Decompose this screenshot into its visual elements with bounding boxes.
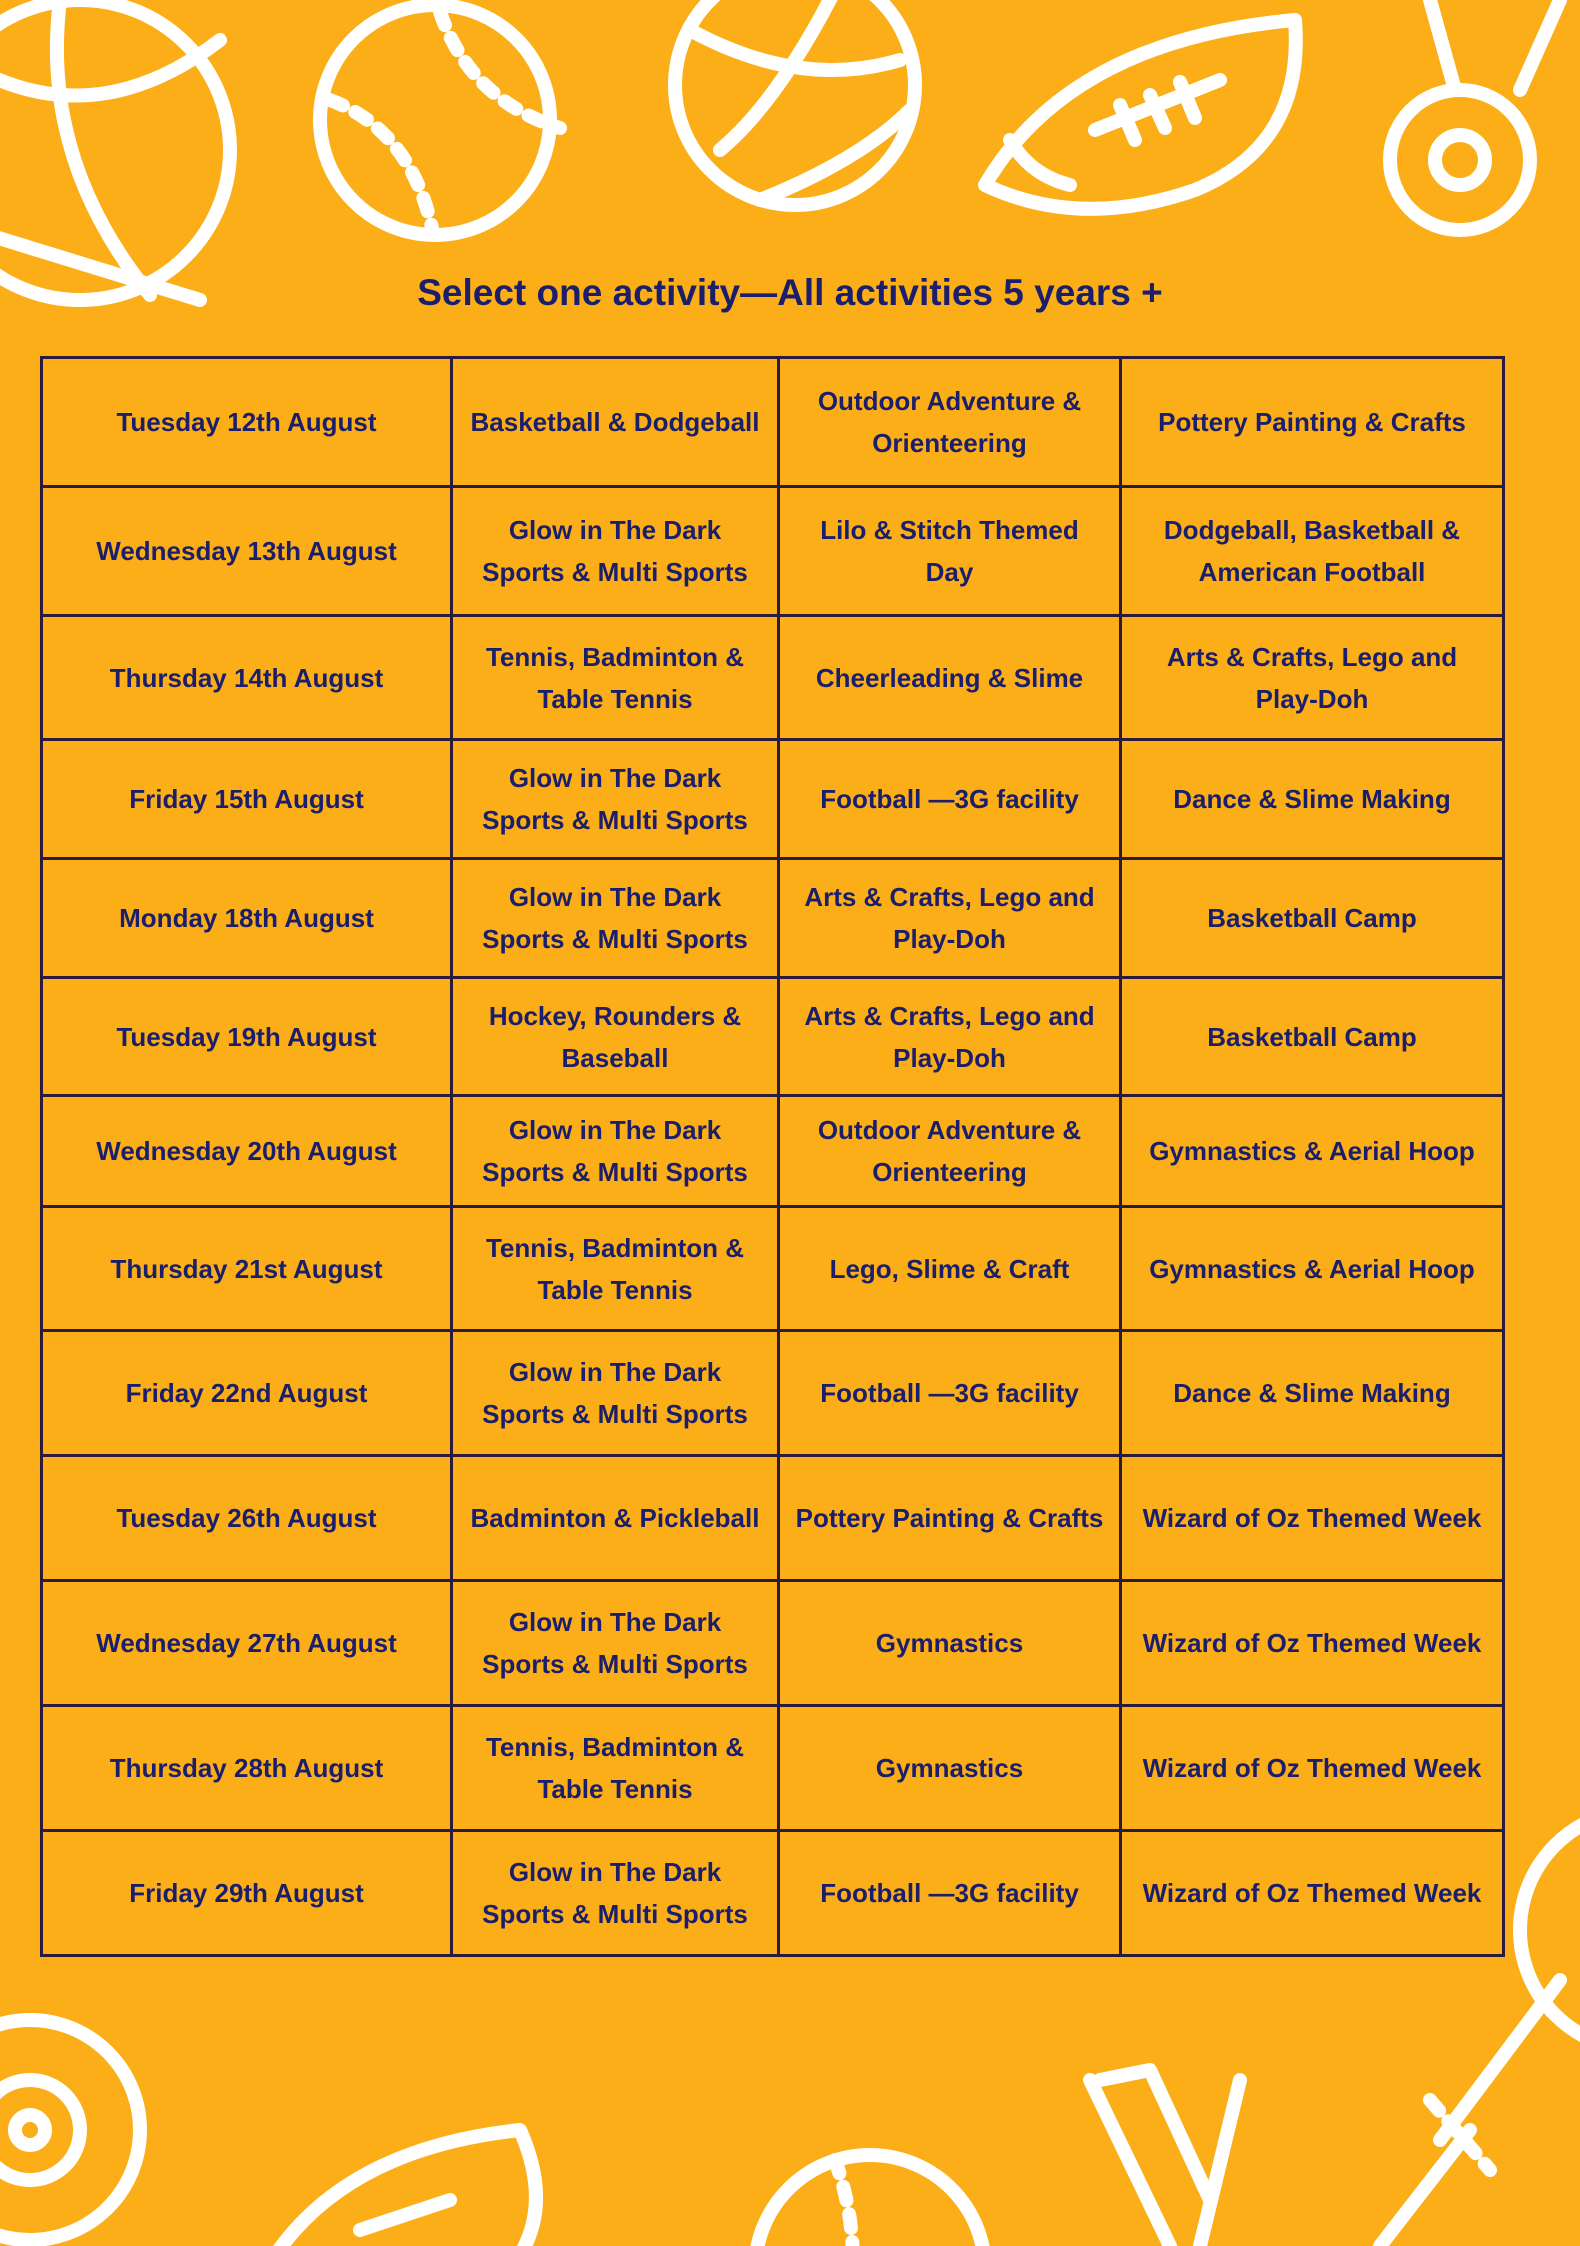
- table-row: [42, 978, 1504, 1096]
- activity-cell[interactable]: Football —3G facility: [779, 740, 1121, 859]
- activity-cell[interactable]: Cheerleading & Slime: [779, 616, 1121, 740]
- activity-cell[interactable]: Outdoor Adventure & Orienteering: [779, 358, 1121, 487]
- activity-cell[interactable]: Glow in The Dark Sports & Multi Sports: [452, 1581, 779, 1706]
- activity-cell[interactable]: Basketball Camp: [1121, 978, 1504, 1096]
- activity-cell[interactable]: Pottery Painting & Crafts: [779, 1456, 1121, 1581]
- activity-cell[interactable]: Wizard of Oz Themed Week: [1121, 1831, 1504, 1956]
- activity-cell[interactable]: Wizard of Oz Themed Week: [1121, 1456, 1504, 1581]
- baseball-icon: [320, 5, 560, 235]
- activity-cell[interactable]: Basketball & Dodgeball: [452, 358, 779, 487]
- activity-cell[interactable]: Dodgeball, Basketball & American Football: [1121, 487, 1504, 616]
- activity-cell[interactable]: Dance & Slime Making: [1121, 740, 1504, 859]
- day-cell: Wednesday 20th August: [42, 1096, 452, 1207]
- american-football-icon: [985, 20, 1296, 209]
- day-cell: Friday 29th August: [42, 1831, 452, 1956]
- medal-icon: [0, 2020, 140, 2240]
- activity-cell[interactable]: Glow in The Dark Sports & Multi Sports: [452, 1831, 779, 1956]
- medal-icon: [1090, 2070, 1240, 2246]
- activity-cell[interactable]: Football —3G facility: [779, 1331, 1121, 1456]
- table-row: [42, 487, 1504, 616]
- activity-cell[interactable]: Gymnastics: [779, 1706, 1121, 1831]
- activity-cell[interactable]: Outdoor Adventure & Orienteering: [779, 1096, 1121, 1207]
- activity-cell[interactable]: Wizard of Oz Themed Week: [1121, 1581, 1504, 1706]
- day-cell: Wednesday 13th August: [42, 487, 452, 616]
- activity-cell[interactable]: Glow in The Dark Sports & Multi Sports: [452, 1331, 779, 1456]
- activity-cell[interactable]: Gymnastics & Aerial Hoop: [1121, 1096, 1504, 1207]
- activity-cell[interactable]: Arts & Crafts, Lego and Play-Doh: [779, 859, 1121, 978]
- table-row: [42, 1456, 1504, 1581]
- day-cell: Thursday 14th August: [42, 616, 452, 740]
- day-cell: Monday 18th August: [42, 859, 452, 978]
- table-row: [42, 1331, 1504, 1456]
- activity-cell[interactable]: Glow in The Dark Sports & Multi Sports: [452, 487, 779, 616]
- volleyball-icon: [675, 0, 915, 205]
- shuttlecock-icon: [1380, 1980, 1560, 2246]
- table-row: [42, 859, 1504, 978]
- day-cell: Wednesday 27th August: [42, 1581, 452, 1706]
- basketball-icon: [0, 0, 230, 300]
- american-football-icon: [260, 2130, 536, 2246]
- activity-cell[interactable]: Tennis, Badminton & Table Tennis: [452, 1706, 779, 1831]
- activity-cell[interactable]: Football —3G facility: [779, 1831, 1121, 1956]
- activity-cell[interactable]: Badminton & Pickleball: [452, 1456, 779, 1581]
- tennis-ball-icon: [1520, 1810, 1580, 2050]
- day-cell: Friday 22nd August: [42, 1331, 452, 1456]
- table-row: [42, 740, 1504, 859]
- activity-cell[interactable]: Gymnastics: [779, 1581, 1121, 1706]
- activity-cell[interactable]: Gymnastics & Aerial Hoop: [1121, 1207, 1504, 1331]
- activity-cell[interactable]: Lego, Slime & Craft: [779, 1207, 1121, 1331]
- activity-cell[interactable]: Basketball Camp: [1121, 859, 1504, 978]
- day-cell: Thursday 28th August: [42, 1706, 452, 1831]
- activity-cell[interactable]: Tennis, Badminton & Table Tennis: [452, 1207, 779, 1331]
- activity-cell[interactable]: Dance & Slime Making: [1121, 1331, 1504, 1456]
- day-cell: Tuesday 26th August: [42, 1456, 452, 1581]
- page-title: Select one activity—All activities 5 years +: [417, 272, 1163, 313]
- activity-cell[interactable]: Arts & Crafts, Lego and Play-Doh: [779, 978, 1121, 1096]
- day-cell: Friday 15th August: [42, 740, 452, 859]
- table-row: [42, 1207, 1504, 1331]
- table-row: [42, 358, 1504, 487]
- activity-cell[interactable]: Lilo & Stitch Themed Day: [779, 487, 1121, 616]
- table-row: [42, 1706, 1504, 1831]
- activity-cell[interactable]: Glow in The Dark Sports & Multi Sports: [452, 740, 779, 859]
- activity-cell[interactable]: Arts & Crafts, Lego and Play-Doh: [1121, 616, 1504, 740]
- table-row: [42, 1831, 1504, 1956]
- day-cell: Tuesday 19th August: [42, 978, 452, 1096]
- activity-cell[interactable]: Glow in The Dark Sports & Multi Sports: [452, 859, 779, 978]
- table-row: [42, 1096, 1504, 1207]
- activity-cell[interactable]: Wizard of Oz Themed Week: [1121, 1706, 1504, 1831]
- activity-cell[interactable]: Tennis, Badminton & Table Tennis: [452, 616, 779, 740]
- medal-icon: [1390, 0, 1560, 230]
- activity-cell[interactable]: Pottery Painting & Crafts: [1121, 358, 1504, 487]
- day-cell: Tuesday 12th August: [42, 358, 452, 487]
- activity-cell[interactable]: Hockey, Rounders & Baseball: [452, 978, 779, 1096]
- day-cell: Thursday 21st August: [42, 1207, 452, 1331]
- table-row: [42, 616, 1504, 740]
- activity-cell[interactable]: Glow in The Dark Sports & Multi Sports: [452, 1096, 779, 1207]
- activity-schedule-table: [40, 356, 1505, 1957]
- table-row: [42, 1581, 1504, 1706]
- baseball-icon: [755, 2155, 985, 2246]
